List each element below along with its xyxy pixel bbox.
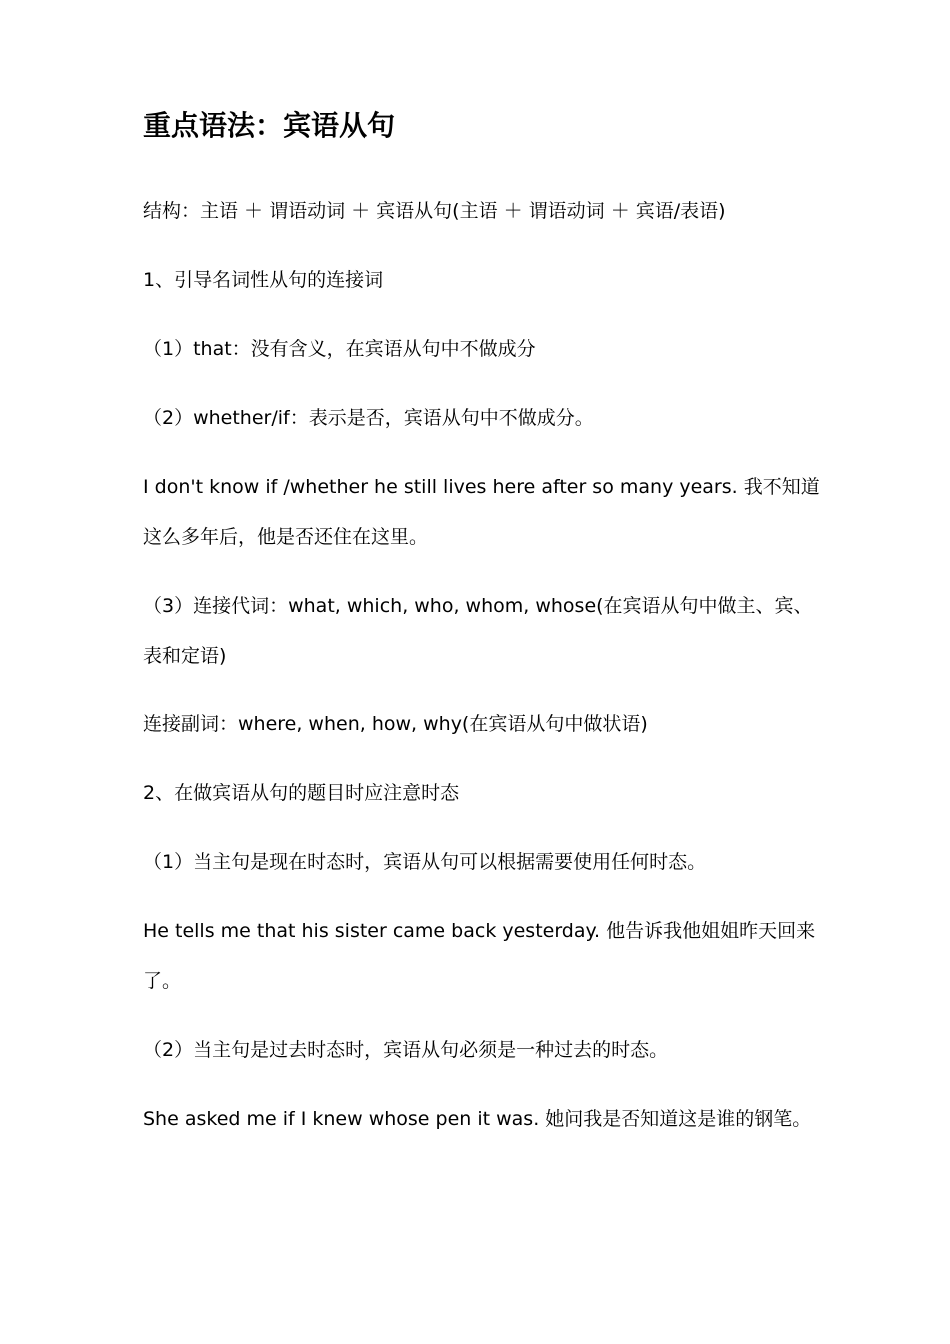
- document-title: 重点语法：宾语从句: [143, 109, 396, 142]
- example-2-line-2: 了。: [143, 970, 182, 992]
- item-2-whether-if: （2）whether/if：表示是否，宾语从句中不做成分。: [143, 407, 594, 429]
- section-2-heading: 2、在做宾语从句的题目时应注意时态: [143, 782, 460, 804]
- item-3-pronouns-line-2: 表和定语): [143, 645, 227, 667]
- example-1-line-2: 这么多年后，他是否还住在这里。: [143, 526, 429, 548]
- example-2-line-1: He tells me that his sister came back yesterday. 他告诉我他姐姐昨天回来: [143, 920, 816, 942]
- document-page: [143, 0, 820, 1344]
- structure-line: 结构：主语 ＋ 谓语动词 ＋ 宾语从句(主语 ＋ 谓语动词 ＋ 宾语/表语): [143, 200, 726, 222]
- section-1-heading: 1、引导名词性从句的连接词: [143, 269, 384, 291]
- tense-rule-1: （1）当主句是现在时态时，宾语从句可以根据需要使用任何时态。: [143, 851, 707, 873]
- example-1-line-1: I don't know if /whether he still lives here after so many years. 我不知道: [143, 476, 820, 498]
- item-1-that: （1）that：没有含义，在宾语从句中不做成分: [143, 338, 536, 360]
- item-3-pronouns-line-1: （3）连接代词：what, which, who, whom, whose(在宾语从句中做主、宾、: [143, 595, 813, 617]
- adverbs-line: 连接副词：where, when, how, why(在宾语从句中做状语): [143, 713, 648, 735]
- example-3-line: She asked me if I knew whose pen it was. 她问我是否知道这是谁的钢笔。: [143, 1108, 812, 1130]
- tense-rule-2: （2）当主句是过去时态时，宾语从句必须是一种过去的时态。: [143, 1039, 669, 1061]
